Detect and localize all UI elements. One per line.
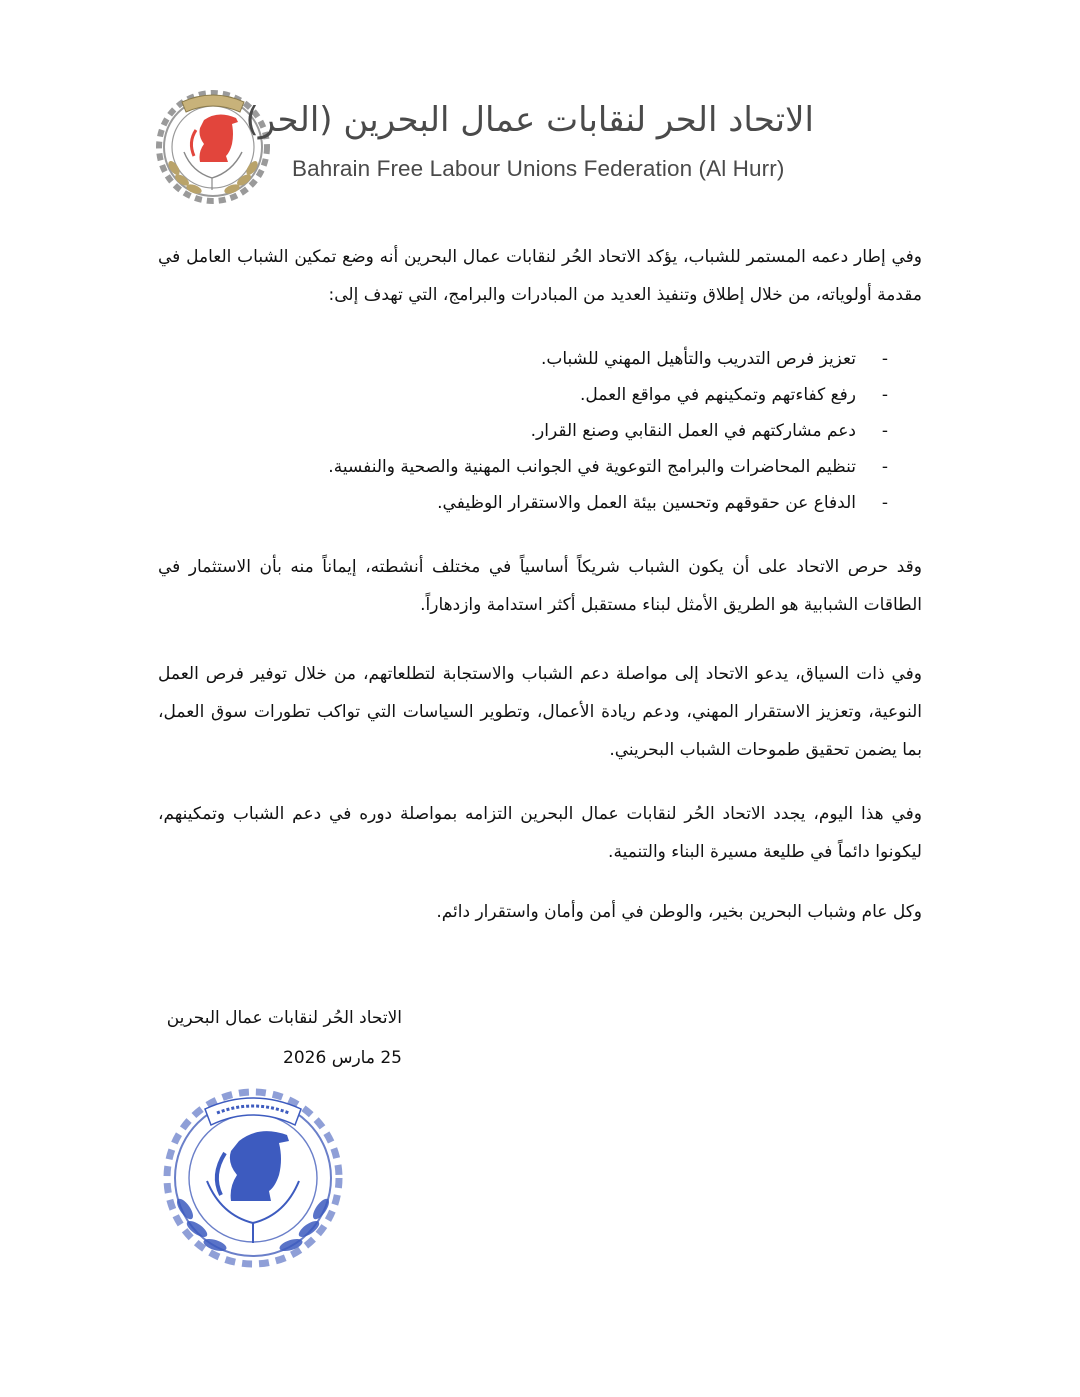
commitment-paragraph: وفي هذا اليوم، يجدد الاتحاد الحُر لنقابات عمال البحرين التزامه بمواصلة دوره في دعم الشباب وتمكينهم، ليكونوا دائماً في طليعة مسيرة البناء والتنمية.: [158, 804, 922, 862]
list-item-text: الدفاع عن حقوقهم وتحسين بيئة العمل والاستقرار الوظيفي.: [437, 493, 856, 513]
list-item-text: تنظيم المحاضرات والبرامج التوعوية في الجوانب المهنية والصحية والنفسية.: [328, 457, 856, 477]
call-to-action-paragraph: وفي ذات السياق، يدعو الاتحاد إلى مواصلة دعم الشباب والاستجابة لتطلعاتهم، من خلال توفير فرص العمل النوعية، وتعزيز الاستقرار المهني، ودعم ريادة الأعمال، وتطوير السياسات التي تواكب تطورات سوق العمل، بما يضمن تحقيق طموحات الشباب البحريني.: [158, 664, 922, 760]
org-name-arabic: الاتحاد الحر لنقابات عمال البحرين (الحر): [245, 100, 814, 140]
list-item: [300, 413, 890, 449]
list-item: [300, 341, 890, 377]
bullet-dash: -: [881, 349, 889, 369]
signature-date: 25 مارس 2026: [283, 1048, 402, 1068]
objectives-list: [300, 341, 890, 521]
bullet-dash: -: [881, 457, 889, 477]
bullet-dash: -: [881, 421, 889, 441]
list-item-text: رفع كفاءتهم وتمكينهم في مواقع العمل.: [579, 385, 856, 405]
list-item: [300, 377, 890, 413]
list-item: [300, 485, 890, 521]
list-item: [300, 449, 890, 485]
list-item-text: تعزيز فرص التدريب والتأهيل المهني للشباب.: [540, 349, 856, 369]
intro-paragraph: وفي إطار دعمه المستمر للشباب، يؤكد الاتحاد الحُر لنقابات عمال البحرين أنه وضع تمكين الشباب العامل في مقدمة أولوياته، من خلال إطلاق وتنفيذ العديد من المبادرات والبرامج، التي تهدف إلى:: [158, 247, 922, 305]
list-item-text: دعم مشاركتهم في العمل النقابي وصنع القرار.: [530, 421, 856, 441]
official-stamp-icon: [155, 1083, 351, 1269]
letterhead: [152, 86, 832, 212]
bullet-dash: -: [881, 385, 889, 405]
bullet-dash: -: [881, 493, 889, 513]
signature-block: [158, 998, 402, 1078]
closing-greeting: وكل عام وشباب البحرين بخير، والوطن في أمن وأمان واستقرار دائم.: [436, 902, 922, 922]
youth-partner-paragraph: وقد حرص الاتحاد على أن يكون الشباب شريكاً أساسياً في مختلف أنشطته، إيماناً منه بأن الاستثمار في الطاقات الشبابية هو الطريق الأمثل لبناء مستقبل أكثر استدامة وازدهاراً.: [158, 557, 922, 615]
signature-org: الاتحاد الحُر لنقابات عمال البحرين: [166, 1008, 402, 1028]
org-name-english: Bahrain Free Labour Unions Federation (Al Hurr): [292, 156, 785, 181]
